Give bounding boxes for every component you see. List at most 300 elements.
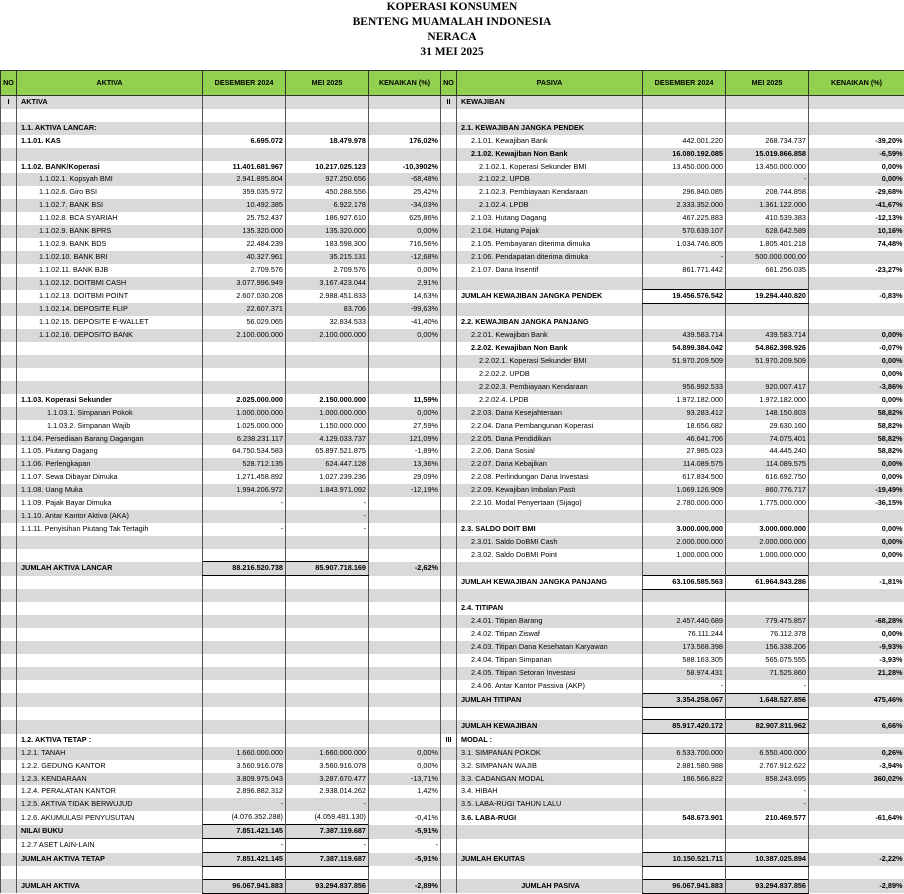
left-kenaikan-cell [369,355,441,368]
left-label-cell: 1.1.01. KAS [17,135,203,148]
left-kenaikan-cell [369,381,441,394]
right-label-cell: 2.4.02. Titipan Ziswaf [457,628,643,641]
table-row [1,510,904,523]
left-kenaikan-cell: -2,89% [369,879,441,893]
left-mei-cell: 32.834.533 [286,316,369,329]
right-mei-cell [726,316,809,329]
left-label-cell [17,641,203,654]
left-no-cell [1,602,17,615]
left-mei-cell [286,734,369,747]
left-kenaikan-cell [369,680,441,693]
right-des-cell [643,368,726,381]
right-label-cell [457,839,643,853]
right-des-cell: 6.533.700.000 [643,747,726,760]
right-kenaikan-cell [809,303,904,316]
right-des-cell: 114.089.575 [643,458,726,471]
left-label-cell: 1.2.4. PERALATAN KANTOR [17,785,203,798]
right-no-cell [441,589,457,602]
left-label-cell: 1.1.02.8. BCA SYARIAH [17,212,203,225]
right-kenaikan-cell [809,316,904,329]
right-no-cell [441,290,457,304]
right-kenaikan-cell: -61,64% [809,811,904,824]
left-no-cell [1,562,17,576]
right-des-cell: 570.639.107 [643,225,726,238]
left-des-cell [203,536,286,549]
left-des-cell [203,866,286,879]
table-row [1,199,904,212]
table-row [1,866,904,879]
left-label-cell: 1.1.02.12. DOITBMI CASH [17,277,203,290]
left-mei-cell [286,667,369,680]
header-no-right: NO [441,71,457,96]
left-no-cell [1,161,17,174]
table-row [1,329,904,342]
left-no-cell [1,381,17,394]
right-mei-cell: 61.964.843.286 [726,576,809,590]
right-des-cell: 1.972.182.000 [643,394,726,407]
table-row [1,576,904,590]
left-mei-cell [286,866,369,879]
table-row [1,238,904,251]
right-kenaikan-cell: -9,93% [809,641,904,654]
right-mei-cell: 208.744.858 [726,186,809,199]
right-kenaikan-cell: 0,00% [809,394,904,407]
right-label-cell: 2.1. KEWAJIBAN JANGKA PENDEK [457,122,643,135]
right-des-cell: 18.656.682 [643,420,726,433]
left-no-cell [1,342,17,355]
right-mei-cell: 410.539.383 [726,212,809,225]
table-row [1,264,904,277]
left-label-cell [17,148,203,161]
left-no-cell [1,407,17,420]
header-aktiva: AKTIVA [17,71,203,96]
left-label-cell: 1.2.6. AKUMULASI PENYUSUTAN [17,811,203,824]
table-row [1,734,904,747]
left-des-cell [203,342,286,355]
left-kenaikan-cell: 121,09% [369,433,441,446]
right-kenaikan-cell: 6,66% [809,720,904,734]
right-des-cell: 2.881.580.988 [643,760,726,773]
right-no-cell [441,628,457,641]
left-mei-cell: (4.059.481.130) [286,811,369,824]
right-des-cell: 27.985.023 [643,445,726,458]
left-mei-cell: 1.027.239.236 [286,471,369,484]
left-mei-cell: 624.447.128 [286,458,369,471]
right-des-cell [643,173,726,186]
right-des-cell [643,303,726,316]
left-label-cell: 1.1.02.10. BANK BRI [17,251,203,264]
left-no-cell [1,394,17,407]
left-label-cell: 1.2.3. KENDARAAN [17,773,203,786]
right-mei-cell: 210.469.577 [726,811,809,824]
left-label-cell [17,602,203,615]
title-line-4: 31 MEI 2025 [0,45,904,60]
right-no-cell [441,135,457,148]
left-no-cell [1,510,17,523]
right-kenaikan-cell [809,839,904,853]
table-row [1,109,904,122]
table-row [1,589,904,602]
table-row [1,654,904,667]
right-no-cell [441,536,457,549]
right-mei-cell [726,839,809,853]
left-label-cell: 1.1.07. Sewa Dibayar Dimuka [17,471,203,484]
left-kenaikan-cell [369,96,441,109]
right-des-cell [643,785,726,798]
left-kenaikan-cell [369,798,441,811]
left-mei-cell [286,641,369,654]
table-row [1,303,904,316]
right-no-cell [441,667,457,680]
right-no-cell [441,798,457,811]
left-kenaikan-cell: -99,63% [369,303,441,316]
left-des-cell: 11.401.681.967 [203,161,286,174]
left-kenaikan-cell [369,615,441,628]
right-mei-cell: 2.000.000.000 [726,536,809,549]
right-label-cell: 2.2. KEWAJIBAN JANGKA PANJANG [457,316,643,329]
left-label-cell: 1.1. AKTIVA LANCAR: [17,122,203,135]
right-mei-cell: 565.075.555 [726,654,809,667]
right-no-cell: III [441,734,457,747]
left-label-cell: 1.1.03.1. Simpanan Pokok [17,407,203,420]
right-label-cell: 3.5. LABA-RUGI TAHUN LALU [457,798,643,811]
right-label-cell: 2.4.04. Titipan Simpanan [457,654,643,667]
left-no-cell [1,667,17,680]
left-mei-cell: - [286,497,369,510]
right-kenaikan-cell: -41,67% [809,199,904,212]
left-mei-cell: 2.150.000.000 [286,394,369,407]
left-kenaikan-cell: -10,3902% [369,161,441,174]
left-kenaikan-cell [369,497,441,510]
table-row [1,471,904,484]
left-kenaikan-cell: 0,00% [369,407,441,420]
right-label-cell: 2.1.07. Dana Insentif [457,264,643,277]
right-no-cell [441,497,457,510]
right-mei-cell [726,109,809,122]
left-no-cell [1,329,17,342]
table-row [1,355,904,368]
right-no-cell [441,839,457,853]
right-mei-cell [726,707,809,720]
table-row [1,342,904,355]
right-kenaikan-cell: 0,00% [809,536,904,549]
table-row [1,122,904,135]
right-des-cell: 58.974.431 [643,667,726,680]
left-des-cell: 96.067.941.883 [203,879,286,893]
left-no-cell [1,316,17,329]
table-row [1,523,904,536]
table-row [1,667,904,680]
left-no-cell [1,303,17,316]
left-no-cell [1,445,17,458]
right-kenaikan-cell: 58,82% [809,445,904,458]
left-mei-cell [286,654,369,667]
right-mei-cell: 44.445.240 [726,445,809,458]
right-no-cell [441,853,457,867]
right-kenaikan-cell: -68,28% [809,615,904,628]
left-des-cell: 1.271.458.892 [203,471,286,484]
left-des-cell [203,109,286,122]
right-label-cell: 2.1.02.4. LPDB [457,199,643,212]
left-kenaikan-cell: -13,71% [369,773,441,786]
right-kenaikan-cell: 0,00% [809,161,904,174]
left-label-cell [17,342,203,355]
header-des-right: DESEMBER 2024 [643,71,726,96]
left-mei-cell [286,680,369,693]
table-row [1,135,904,148]
left-no-cell [1,576,17,590]
table-row [1,445,904,458]
left-no-cell [1,199,17,212]
left-label-cell: 1.1.03. Koperasi Sekunder [17,394,203,407]
right-mei-cell: 13.450.000.000 [726,161,809,174]
left-label-cell: 1.1.08. Uang Muka [17,484,203,497]
table-row [1,811,904,824]
left-kenaikan-cell: 13,36% [369,458,441,471]
left-mei-cell: 927.250.656 [286,173,369,186]
right-no-cell [441,615,457,628]
right-des-cell: - [643,251,726,264]
left-des-cell: 359.035.972 [203,186,286,199]
left-kenaikan-cell: 0,00% [369,747,441,760]
right-label-cell: 2.2.02.2. UPDB [457,368,643,381]
right-mei-cell: 3.000.000.000 [726,523,809,536]
left-mei-cell [286,536,369,549]
right-mei-cell: 114.089.575 [726,458,809,471]
right-label-cell: 2.4.03. Titipan Dana Kesehatan Karyawan [457,641,643,654]
right-kenaikan-cell: 0,26% [809,747,904,760]
right-des-cell: 76.111.244 [643,628,726,641]
right-mei-cell: - [726,798,809,811]
left-mei-cell: 1.843.971.092 [286,484,369,497]
left-des-cell: 3.077.996.949 [203,277,286,290]
left-des-cell [203,667,286,680]
left-label-cell: 1.2.7 ASET LAIN-LAIN [17,839,203,853]
right-des-cell: 2.333.352.000 [643,199,726,212]
left-mei-cell: 1.000.000.000 [286,407,369,420]
right-mei-cell [726,96,809,109]
right-label-cell [457,109,643,122]
left-label-cell: 1.1.02.6. Giro BSI [17,186,203,199]
right-mei-cell: 76.112.378 [726,628,809,641]
table-row [1,773,904,786]
left-mei-cell: 183.598.300 [286,238,369,251]
right-mei-cell [726,602,809,615]
left-des-cell [203,355,286,368]
right-no-cell [441,602,457,615]
left-no-cell [1,707,17,720]
right-mei-cell: 93.294.837.856 [726,879,809,893]
left-label-cell [17,615,203,628]
table-row [1,368,904,381]
left-no-cell [1,641,17,654]
left-des-cell [203,122,286,135]
right-des-cell [643,734,726,747]
left-des-cell: 6.695.072 [203,135,286,148]
left-no-cell [1,798,17,811]
right-des-cell: 617.834.500 [643,471,726,484]
left-label-cell: 1.2.2. GEDUNG KANTOR [17,760,203,773]
right-kenaikan-cell: 360,02% [809,773,904,786]
left-mei-cell: 135.320.000 [286,225,369,238]
right-no-cell [441,316,457,329]
right-no-cell [441,773,457,786]
left-kenaikan-cell: - [369,839,441,853]
table-row [1,693,904,707]
right-no-cell [441,161,457,174]
right-kenaikan-cell: 58,82% [809,407,904,420]
right-label-cell: 2.2.08. Perlindungan Dana Investasi [457,471,643,484]
table-row [1,760,904,773]
right-mei-cell: 661.256.035 [726,264,809,277]
right-des-cell: 439.583.714 [643,329,726,342]
right-kenaikan-cell [809,277,904,290]
right-kenaikan-cell: -2,89% [809,879,904,893]
left-label-cell [17,549,203,562]
right-des-cell: 2.780.000.000 [643,497,726,510]
right-des-cell: - [643,680,726,693]
right-mei-cell: 1.648.527.856 [726,693,809,707]
left-label-cell: AKTIVA [17,96,203,109]
right-no-cell [441,225,457,238]
right-no-cell [441,381,457,394]
table-row [1,839,904,853]
left-no-cell [1,589,17,602]
right-no-cell [441,122,457,135]
left-mei-cell [286,720,369,734]
left-label-cell: 1.1.02.9. BANK BDS [17,238,203,251]
right-label-cell: 2.4.01. Titipan Barang [457,615,643,628]
right-no-cell [441,445,457,458]
right-kenaikan-cell: -39,20% [809,135,904,148]
right-kenaikan-cell: 74,48% [809,238,904,251]
right-des-cell: 956.992.533 [643,381,726,394]
left-des-cell: 1.660.000.000 [203,747,286,760]
right-kenaikan-cell: 0,00% [809,549,904,562]
right-mei-cell: 74.075.401 [726,433,809,446]
right-label-cell: 2.2.02.3. Pembiayaan Kendaraan [457,381,643,394]
right-label-cell: 2.2.02.1. Koperasi Sekunder BMI [457,355,643,368]
table-row [1,602,904,615]
table-row [1,562,904,576]
right-no-cell [441,693,457,707]
right-mei-cell: 616.692.750 [726,471,809,484]
left-no-cell [1,109,17,122]
right-kenaikan-cell [809,589,904,602]
left-kenaikan-cell: 27,59% [369,420,441,433]
table-row [1,785,904,798]
left-kenaikan-cell [369,148,441,161]
right-mei-cell: 71.525.860 [726,667,809,680]
left-mei-cell: 3.287.670.477 [286,773,369,786]
right-no-cell [441,458,457,471]
right-label-cell: 2.2.05. Dana Pendidikan [457,433,643,446]
left-no-cell [1,654,17,667]
right-label-cell [457,589,643,602]
table-row [1,497,904,510]
right-des-cell [643,866,726,879]
left-no-cell [1,839,17,853]
left-mei-cell: - [286,839,369,853]
table-row [1,720,904,734]
left-no-cell [1,277,17,290]
left-no-cell [1,680,17,693]
left-no-cell [1,264,17,277]
right-kenaikan-cell: 0,00% [809,355,904,368]
right-des-cell: 588.163.305 [643,654,726,667]
table-row [1,747,904,760]
right-label-cell: 2.3. SALDO DOIT BMI [457,523,643,536]
right-no-cell: II [441,96,457,109]
left-des-cell: 2.025.000.000 [203,394,286,407]
left-mei-cell [286,381,369,394]
right-no-cell [441,747,457,760]
left-kenaikan-cell [369,523,441,536]
left-no-cell [1,615,17,628]
right-des-cell: 54.899.384.042 [643,342,726,355]
right-label-cell: 2.2.07. Dana Kebajikan [457,458,643,471]
right-mei-cell: 860.776.717 [726,484,809,497]
right-mei-cell: - [726,173,809,186]
left-mei-cell: - [286,510,369,523]
right-kenaikan-cell: -3,86% [809,381,904,394]
right-label-cell: 2.1.01. Kewajiban Bank [457,135,643,148]
left-label-cell [17,589,203,602]
left-kenaikan-cell [369,720,441,734]
right-no-cell [441,825,457,839]
left-no-cell [1,523,17,536]
left-label-cell: 1.1.10. Antar Kantor Aktiva (AKA) [17,510,203,523]
left-des-cell [203,693,286,707]
right-no-cell [441,811,457,824]
right-label-cell: JUMLAH EKUITAS [457,853,643,867]
left-label-cell [17,536,203,549]
right-des-cell: 1.069.126.909 [643,484,726,497]
table-row [1,148,904,161]
left-mei-cell [286,693,369,707]
left-des-cell: - [203,523,286,536]
right-label-cell: JUMLAH TITIPAN [457,693,643,707]
right-label-cell: 2.2.09. Kewajiban Imbalan Pasti [457,484,643,497]
left-label-cell: JUMLAH AKTIVA TETAP [17,853,203,867]
left-mei-cell: 10.217.025.123 [286,161,369,174]
right-label-cell: 2.3.01. Saldo DoBMI Cash [457,536,643,549]
right-label-cell: JUMLAH PASIVA [457,879,643,893]
table-row [1,879,904,893]
right-mei-cell: 82.907.811.962 [726,720,809,734]
left-label-cell [17,109,203,122]
right-kenaikan-cell: -6,59% [809,148,904,161]
left-label-cell: 1.1.02.7. BANK BSI [17,199,203,212]
balance-sheet-table [0,70,904,894]
right-kenaikan-cell: -1,81% [809,576,904,590]
left-label-cell: 1.2.5. AKTIVA TIDAK BERWUJUD [17,798,203,811]
left-no-cell [1,238,17,251]
right-des-cell [643,839,726,853]
left-des-cell: 2.941.895.804 [203,173,286,186]
left-des-cell: 25.752.437 [203,212,286,225]
left-label-cell: 1.1.02.16. DEPOSITO BANK [17,329,203,342]
left-label-cell: 1.1.02.14. DEPOSITE FLIP [17,303,203,316]
right-label-cell: KEWAJIBAN [457,96,643,109]
left-kenaikan-cell: 0,00% [369,329,441,342]
right-mei-cell [726,866,809,879]
right-des-cell [643,96,726,109]
right-no-cell [441,251,457,264]
left-label-cell [17,667,203,680]
right-des-cell: 3.354.258.067 [643,693,726,707]
left-label-cell [17,628,203,641]
